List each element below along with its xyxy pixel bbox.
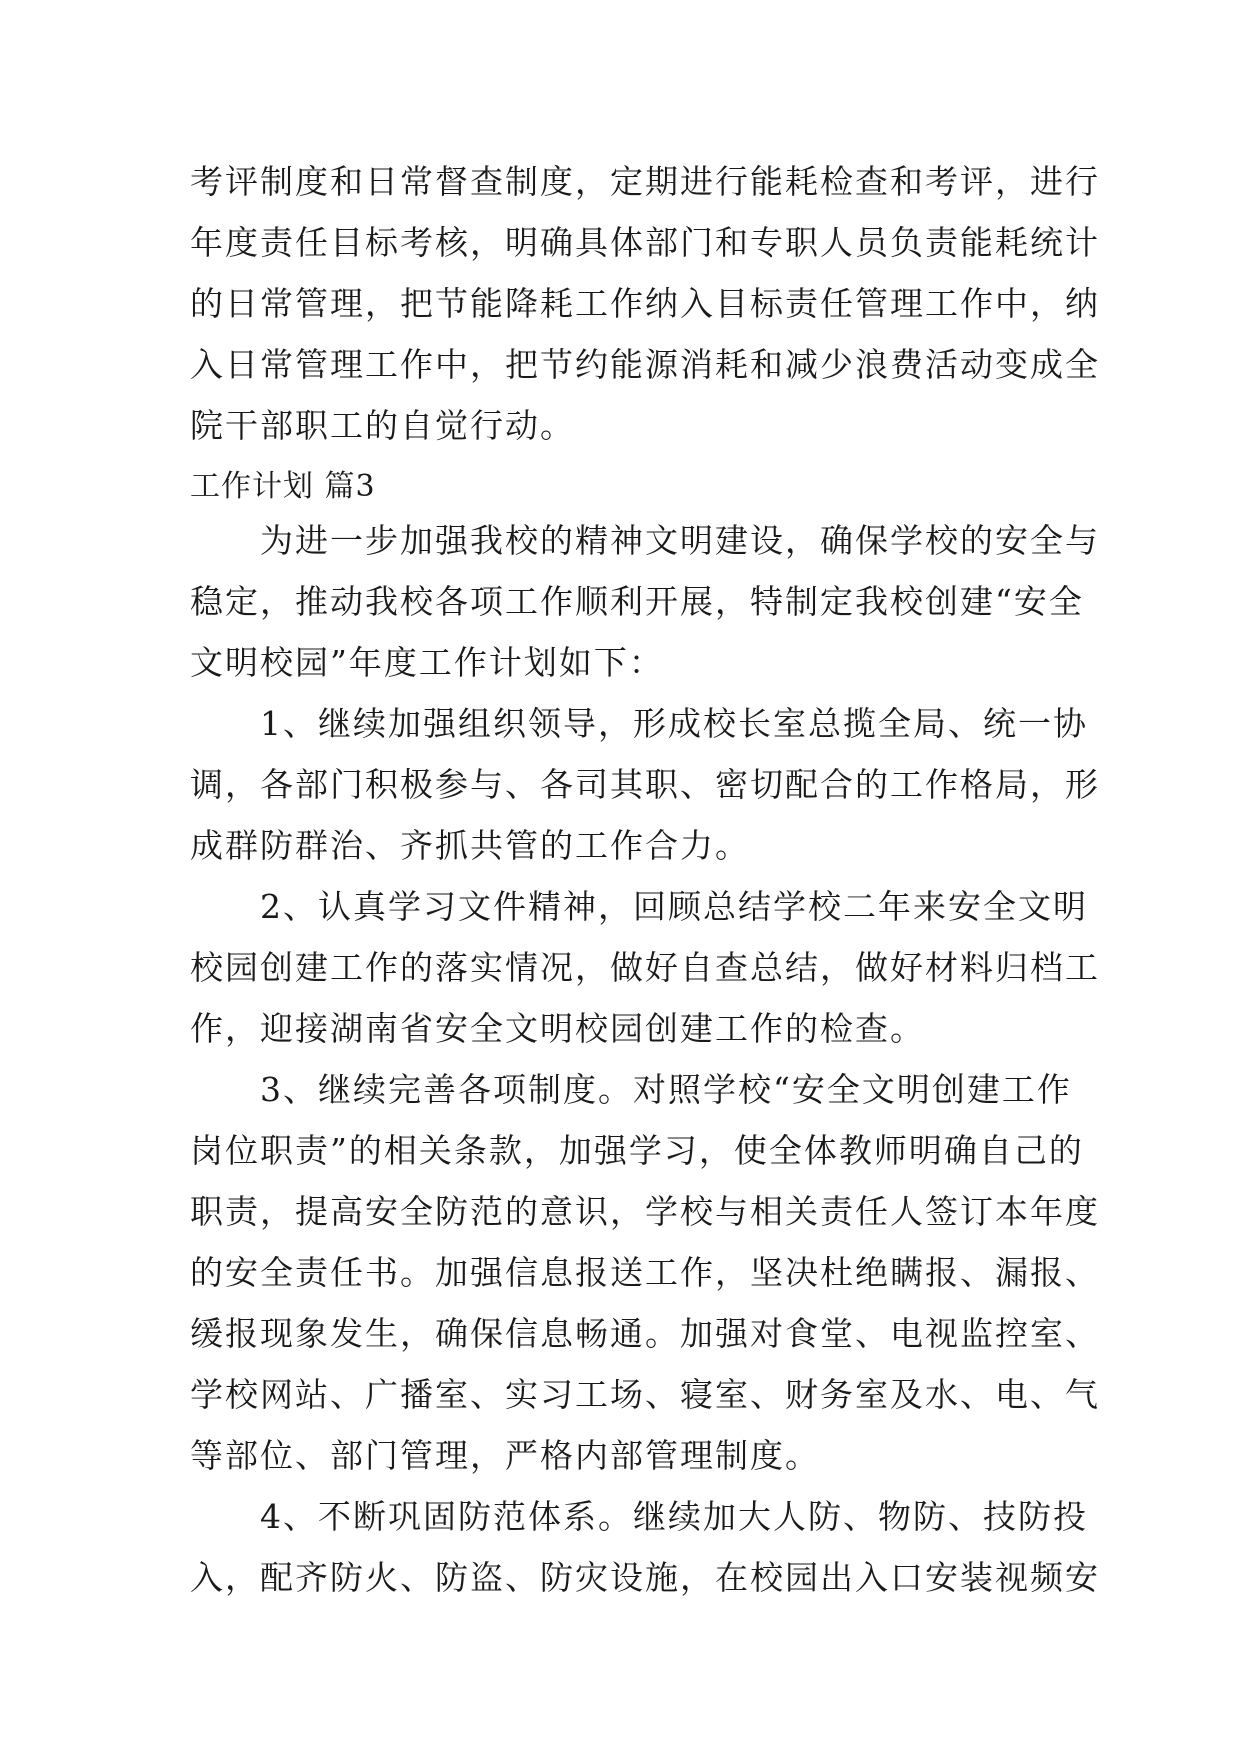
text-line: 校园创建工作的落实情况，做好自查总结，做好材料归档工 bbox=[190, 948, 1100, 987]
paragraph-intro-line: 为进一步加强我校的精神文明建设，确保学校的安全与 bbox=[190, 521, 1100, 560]
paragraph-item-4-line: 4、不断巩固防范体系。继续加大人防、物防、技防投 bbox=[190, 1497, 1088, 1536]
paragraph-item-3-line: 3、继续完善各项制度。对照学校“安全文明创建工作 bbox=[190, 1070, 1072, 1109]
paragraph-item-2-line: 2、认真学习文件精神，回顾总结学校二年来安全文明 bbox=[190, 887, 1088, 926]
text-line: 调，各部门积极参与、各司其职、密切配合的工作格局，形 bbox=[190, 765, 1100, 804]
text-line: 成群防群治、齐抓共管的工作合力。 bbox=[190, 826, 750, 865]
text-line: 文明校园”年度工作计划如下： bbox=[190, 643, 664, 682]
text-line: 岗位职责”的相关条款，加强学习，使全体教师明确自己的 bbox=[190, 1131, 1084, 1170]
text-line: 缓报现象发生，确保信息畅通。加强对食堂、电视监控室、 bbox=[190, 1314, 1100, 1353]
text-line: 入日常管理工作中，把节约能源消耗和减少浪费活动变成全 bbox=[190, 345, 1100, 384]
text-line: 学校网站、广播室、实习工场、寝室、财务室及水、电、气 bbox=[190, 1375, 1100, 1414]
text-line: 等部位、部门管理，严格内部管理制度。 bbox=[190, 1436, 820, 1475]
text-line: 作，迎接湖南省安全文明校园创建工作的检查。 bbox=[190, 1009, 925, 1048]
text-line: 的安全责任书。加强信息报送工作，坚决杜绝瞒报、漏报、 bbox=[190, 1253, 1100, 1292]
text-line: 入，配齐防火、防盗、防灾设施，在校园出入口安装视频安 bbox=[190, 1558, 1100, 1597]
text-line: 稳定，推动我校各项工作顺利开展，特制定我校创建“安全 bbox=[190, 582, 1084, 621]
text-line: 院干部职工的自觉行动。 bbox=[190, 406, 575, 445]
text-line: 考评制度和日常督查制度，定期进行能耗检查和考评，进行 bbox=[190, 162, 1100, 201]
document-body bbox=[190, 162, 1100, 1619]
paragraph-item-1-line: 1、继续加强组织领导，形成校长室总揽全局、统一协 bbox=[190, 704, 1088, 743]
text-line: 职责，提高安全防范的意识，学校与相关责任人签订本年度 bbox=[190, 1192, 1100, 1231]
text-line: 的日常管理，把节能降耗工作纳入目标责任管理工作中，纳 bbox=[190, 284, 1100, 323]
text-line: 年度责任目标考核，明确具体部门和专职人员负责能耗统计 bbox=[190, 223, 1100, 262]
section-heading: 工作计划 篇3 bbox=[190, 469, 376, 504]
